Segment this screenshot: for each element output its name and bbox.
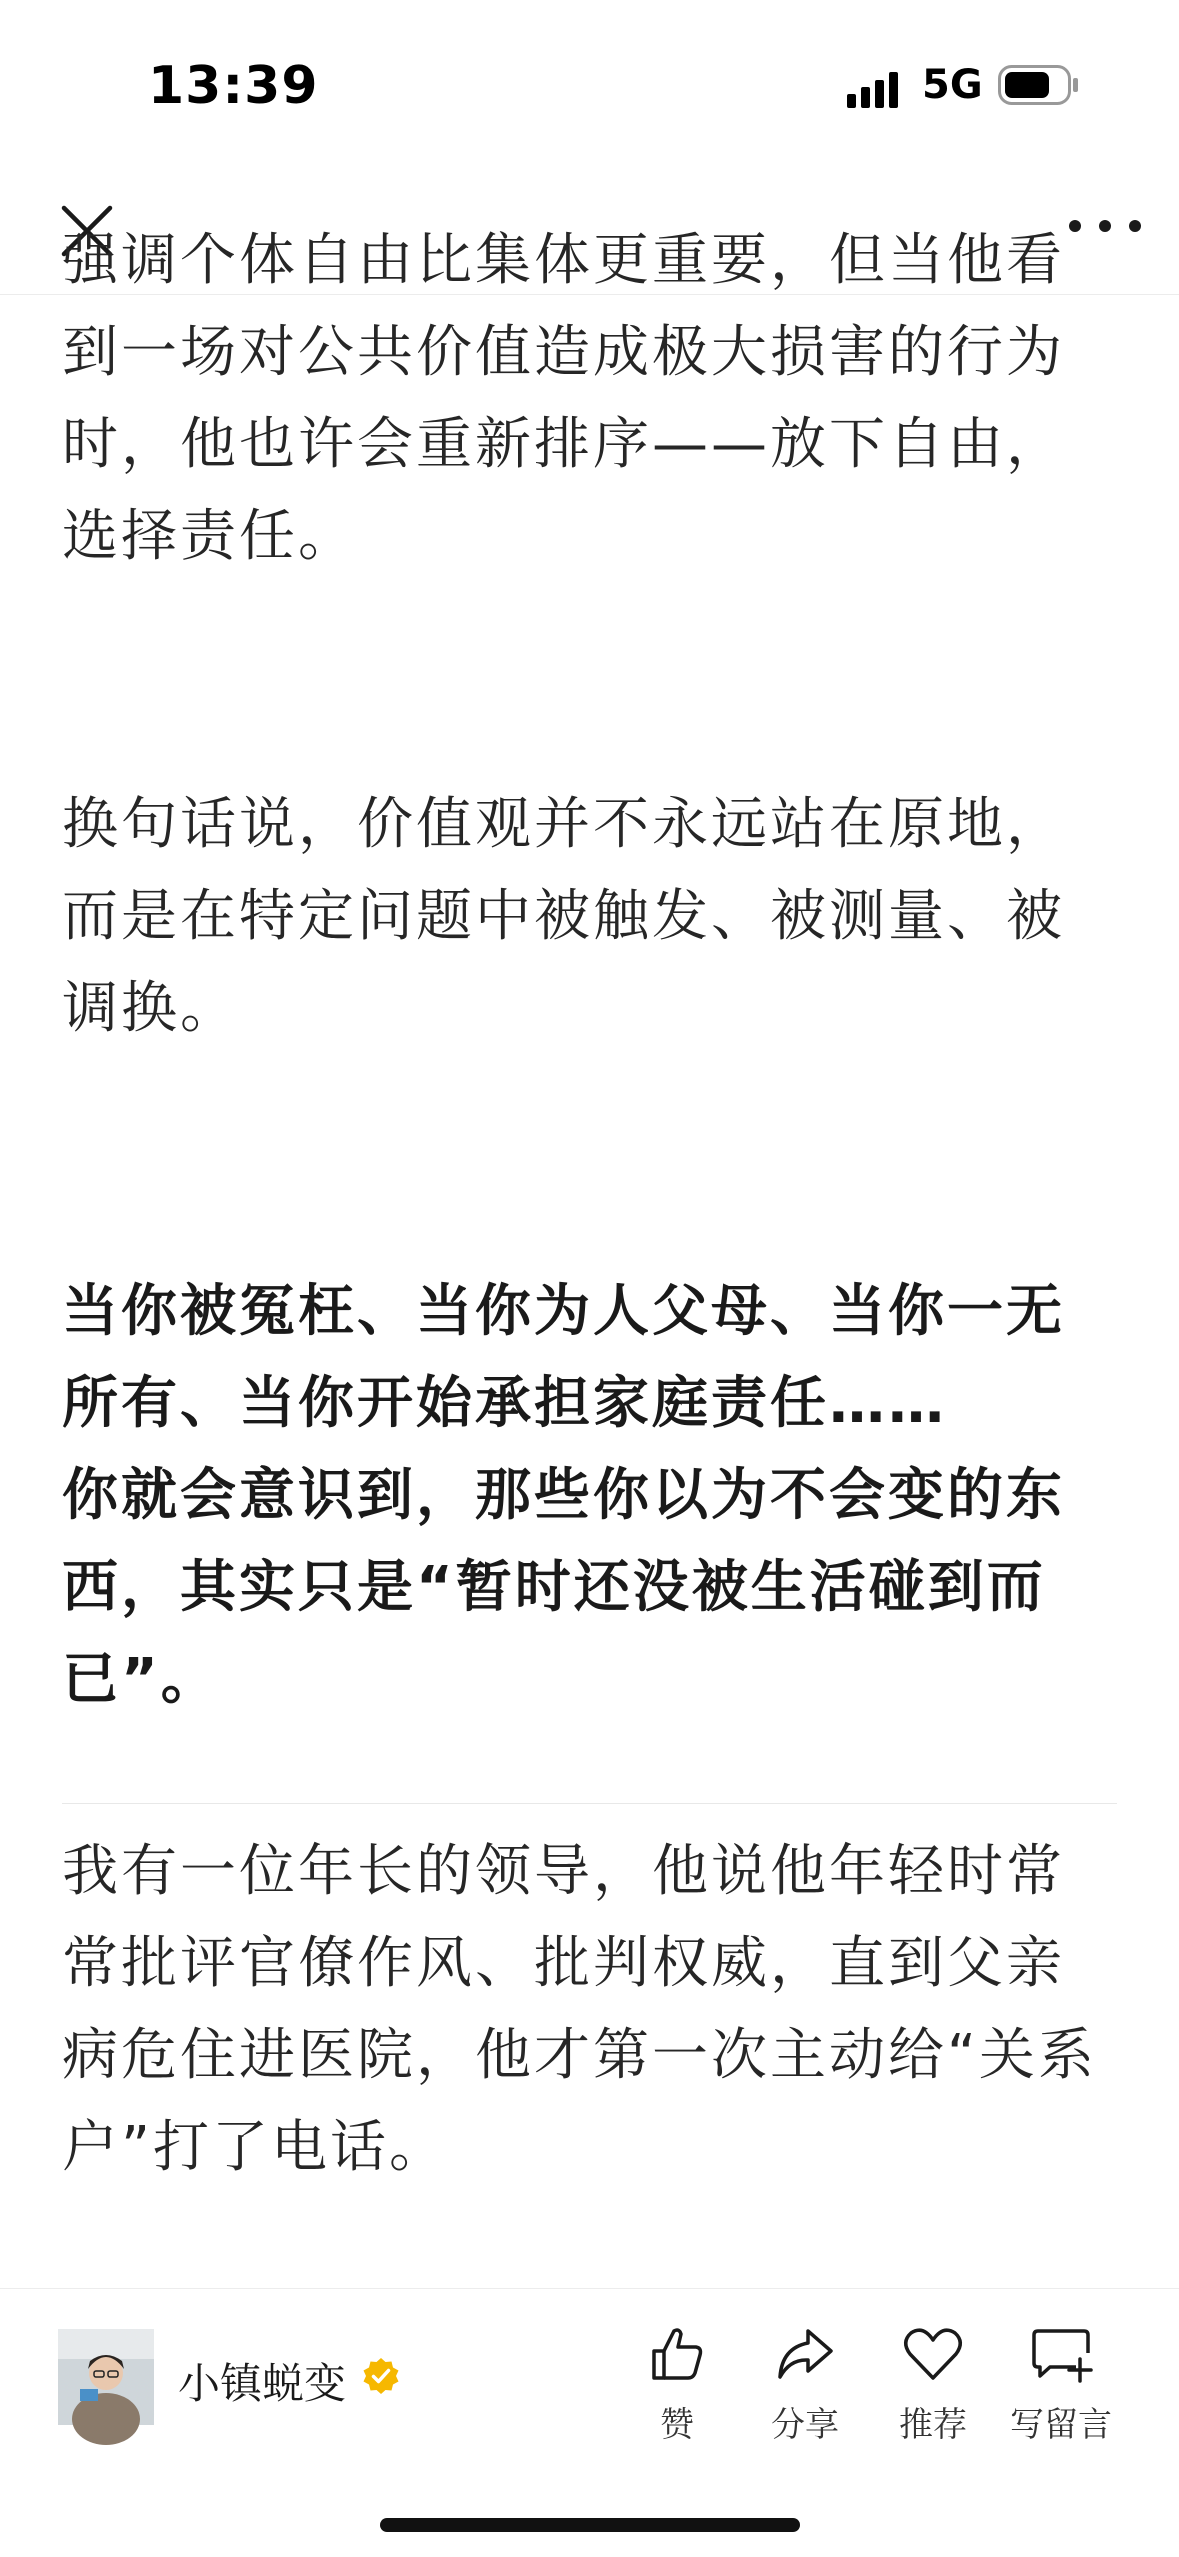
avatar-image <box>58 2329 154 2425</box>
battery-icon <box>998 64 1080 106</box>
signal-icon <box>845 70 903 110</box>
recommend-button[interactable] <box>868 2323 998 2446</box>
verified-icon <box>362 2357 400 2395</box>
share-icon <box>774 2323 836 2385</box>
recommend-label: 推荐 <box>899 2405 967 2445</box>
thumbs-up-icon <box>646 2323 708 2385</box>
comment-icon <box>1030 2323 1092 2385</box>
share-label: 分享 <box>771 2405 839 2445</box>
comment-button[interactable] <box>996 2323 1126 2446</box>
like-button[interactable] <box>612 2323 742 2446</box>
author-avatar[interactable] <box>58 2329 154 2425</box>
article-paragraph-bold: 当你被冤枉、当你为人父母、当你一无所有、当你开始承担家庭责任…… <box>62 1279 1065 1436</box>
article-body[interactable] <box>0 228 1179 2288</box>
comment-label: 写留言 <box>1010 2405 1112 2445</box>
like-label: 赞 <box>660 2405 694 2445</box>
share-button[interactable] <box>740 2323 870 2446</box>
heart-icon <box>902 2323 964 2385</box>
network-label: 5G <box>922 62 983 108</box>
home-indicator[interactable] <box>380 2518 800 2532</box>
article-paragraph: 强调个体自由比集体更重要，但当他看到一场对公共价值造成极大损害的行为时，他也许会重新排序——放下自由，选择责任。 <box>62 228 1065 569</box>
article-paragraph: 我有一位年长的领导，他说他年轻时常常批评官僚作风、批判权威，直到父亲病危住进医院，他才第一次主动给“关系户”打了电话。 <box>62 1839 1098 2180</box>
article-paragraph-bold: 你就会意识到，那些你以为不会变的东西，其实只是“暂时还没被生活碰到而已”。 <box>62 1463 1065 1712</box>
status-time: 13:39 <box>148 56 319 116</box>
section-divider <box>62 1803 1117 1804</box>
bottom-bar <box>0 2288 1179 2557</box>
author-name[interactable]: 小镇蜕变 <box>178 2359 347 2408</box>
article-paragraph: 换句话说，价值观并不永远站在原地，而是在特定问题中被触发、被测量、被调换。 <box>62 792 1065 1041</box>
